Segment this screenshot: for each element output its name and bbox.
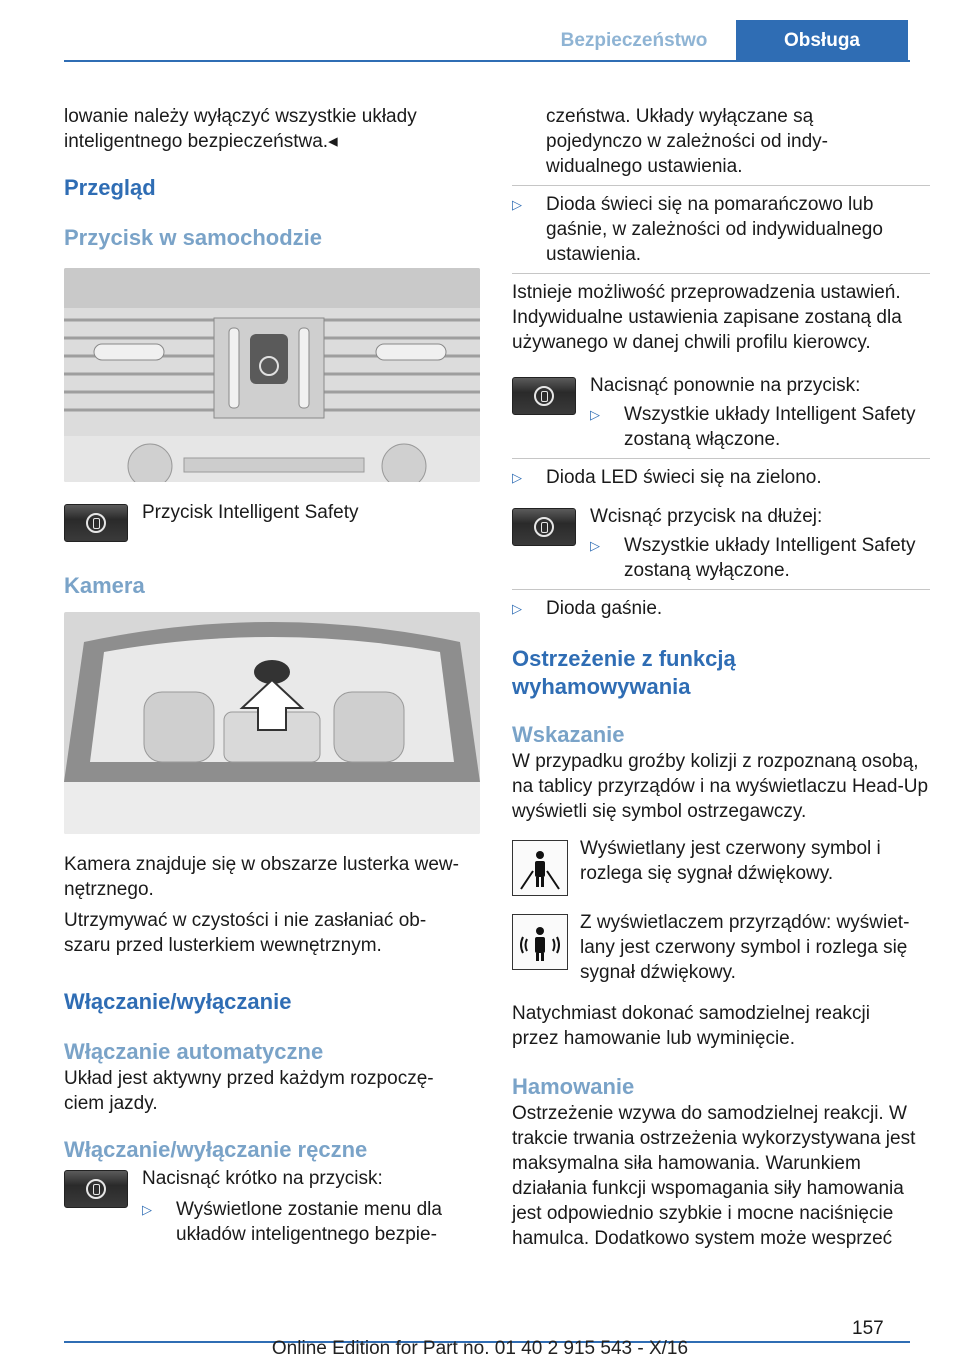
camera-text-1: Kamera znajduje się w obszarze lusterka wew‐nętrznego.	[64, 854, 459, 900]
bullet-led-off	[512, 596, 930, 621]
intelligent-safety-button-icon	[512, 508, 576, 546]
pedestrian-warning-sound-icon	[512, 914, 568, 970]
separator	[512, 185, 930, 186]
header-chapter-tab: Obsługa	[736, 20, 908, 62]
left-column	[64, 104, 482, 1247]
bullet-all-off	[590, 533, 930, 583]
continued-text: czeństwa. Układy wyłączane są pojedynczo w zależności od indy‐widualnego ustawienia.	[546, 106, 828, 177]
camera-photo-illustration	[64, 612, 480, 834]
bullet-led-green	[512, 465, 930, 490]
react-text: Natychmiast dokonać samodzielnej reakcji przez hamowanie lub wyminięcie.	[512, 1003, 870, 1049]
press-again-text: Nacisnąć ponownie na przycisk:	[590, 375, 861, 396]
bullet-all-on	[590, 402, 930, 452]
camera-photo	[64, 612, 480, 834]
settings-text: Istnieje możliwość przeprowadzenia ustawień. Indywidualne ustawienia zapisane zostaną dla używanego w danej chwili profilu kierowcy.	[512, 282, 902, 353]
separator	[512, 273, 930, 274]
bullet-led-orange	[512, 192, 930, 267]
manual-press-text: Nacisnąć krótko na przycisk:	[142, 1168, 383, 1189]
symbol1-text: Wyświetlany jest czerwony symbol i rozlega się sygnał dźwiękowy.	[580, 838, 881, 884]
heading-braking-warning: Ostrzeżenie z funkcją wyhamowywania	[512, 646, 736, 699]
dashboard-button-photo	[64, 268, 480, 482]
intelligent-safety-button-icon	[64, 1170, 128, 1208]
camera-text-2: Utrzymywać w czystości i nie zasłaniać ob‐szaru przed lusterkiem wewnętrznym.	[64, 910, 427, 956]
bullet-triangle-icon: ▷	[590, 538, 600, 553]
display-text: W przypadku groźby kolizji z rozpoznaną osobą, na tablicy przyrządów i na wyświetlaczu Head-Up wyświetli się symbol ostrzegawczy.	[512, 751, 929, 822]
heading-button-in-car: Przycisk w samochodzie	[64, 225, 322, 250]
button-caption: Przycisk Intelligent Safety	[142, 502, 359, 523]
page-number: 157	[852, 1318, 884, 1339]
separator	[512, 458, 930, 459]
dashboard-photo-illustration	[64, 268, 480, 482]
bullet-all-off-text: Wszystkie układy Intelligent Safety zostaną wyłączone.	[624, 535, 916, 581]
heading-manual-on-off: Włączanie/wyłączanie ręczne	[64, 1137, 368, 1162]
bullet-led-off-text: Dioda gaśnie.	[546, 598, 663, 619]
bullet-triangle-icon: ▷	[512, 470, 522, 485]
symbol2-row	[512, 910, 930, 985]
heading-overview: Przegląd	[64, 175, 156, 200]
manual-press-row	[64, 1166, 482, 1247]
right-column	[512, 104, 930, 1251]
press-long-text: Wcisnąć przycisk na dłużej:	[590, 506, 823, 527]
manual-bullet-text: Wyświetlone zostanie menu dla układów inteligentnego bezpie‐	[176, 1199, 442, 1245]
bullet-triangle-icon: ▷	[512, 601, 522, 616]
auto-on-text: Układ jest aktywny przed każdym rozpoczę‐ciem jazdy.	[64, 1068, 434, 1114]
page-header	[0, 0, 960, 62]
footer-edition: Online Edition for Part no. 01 40 2 915 543 - X/16	[271, 1338, 689, 1359]
button-caption-row	[64, 500, 482, 542]
header-rule	[64, 60, 910, 62]
bullet-all-on-text: Wszystkie układy Intelligent Safety zostaną włączone.	[624, 404, 916, 450]
press-again-row	[512, 373, 930, 452]
intelligent-safety-button-icon	[64, 504, 128, 542]
bullet-led-orange-text: Dioda świeci się na pomarańczowo lub gaśnie, w zależności od indywidualnego ustawienia.	[546, 194, 883, 265]
bullet-led-green-text: Dioda LED świeci się na zielono.	[546, 467, 822, 488]
manual-bullet	[142, 1197, 482, 1247]
intro-text: lowanie należy wyłączyć wszystkie układy inteligentnego bezpieczeństwa.◂	[64, 106, 417, 152]
intelligent-safety-button-icon	[512, 377, 576, 415]
press-long-row	[512, 504, 930, 583]
braking-text: Ostrzeżenie wzywa do samodzielnej reakcji. W trakcie trwania ostrzeżenia wykorzystywana jest maksymalna siła hamowania. Warunkiem działania funkcji wspomagania siły hamowania jest odpowiednio szybkie i mocne naciśnięcie hamulca. Dodatkowo system może wesprzeć	[512, 1103, 916, 1249]
heading-auto-on: Włączanie automatyczne	[64, 1039, 324, 1064]
heading-on-off: Włączanie/wyłączanie	[64, 989, 292, 1014]
header-section-tab: Bezpieczeństwo	[560, 30, 708, 51]
heading-camera: Kamera	[64, 573, 145, 598]
separator	[512, 589, 930, 590]
symbol1-row	[512, 836, 930, 896]
heading-braking: Hamowanie	[512, 1074, 635, 1099]
pedestrian-warning-icon	[512, 840, 568, 896]
bullet-triangle-icon: ▷	[142, 1202, 152, 1217]
symbol2-text: Z wyświetlaczem przyrządów: wyświet‐lany jest czerwony symbol i rozlega się sygnał dźwiękowy.	[580, 912, 910, 983]
heading-display: Wskazanie	[512, 722, 625, 747]
bullet-triangle-icon: ▷	[590, 407, 600, 422]
bullet-triangle-icon: ▷	[512, 197, 522, 212]
